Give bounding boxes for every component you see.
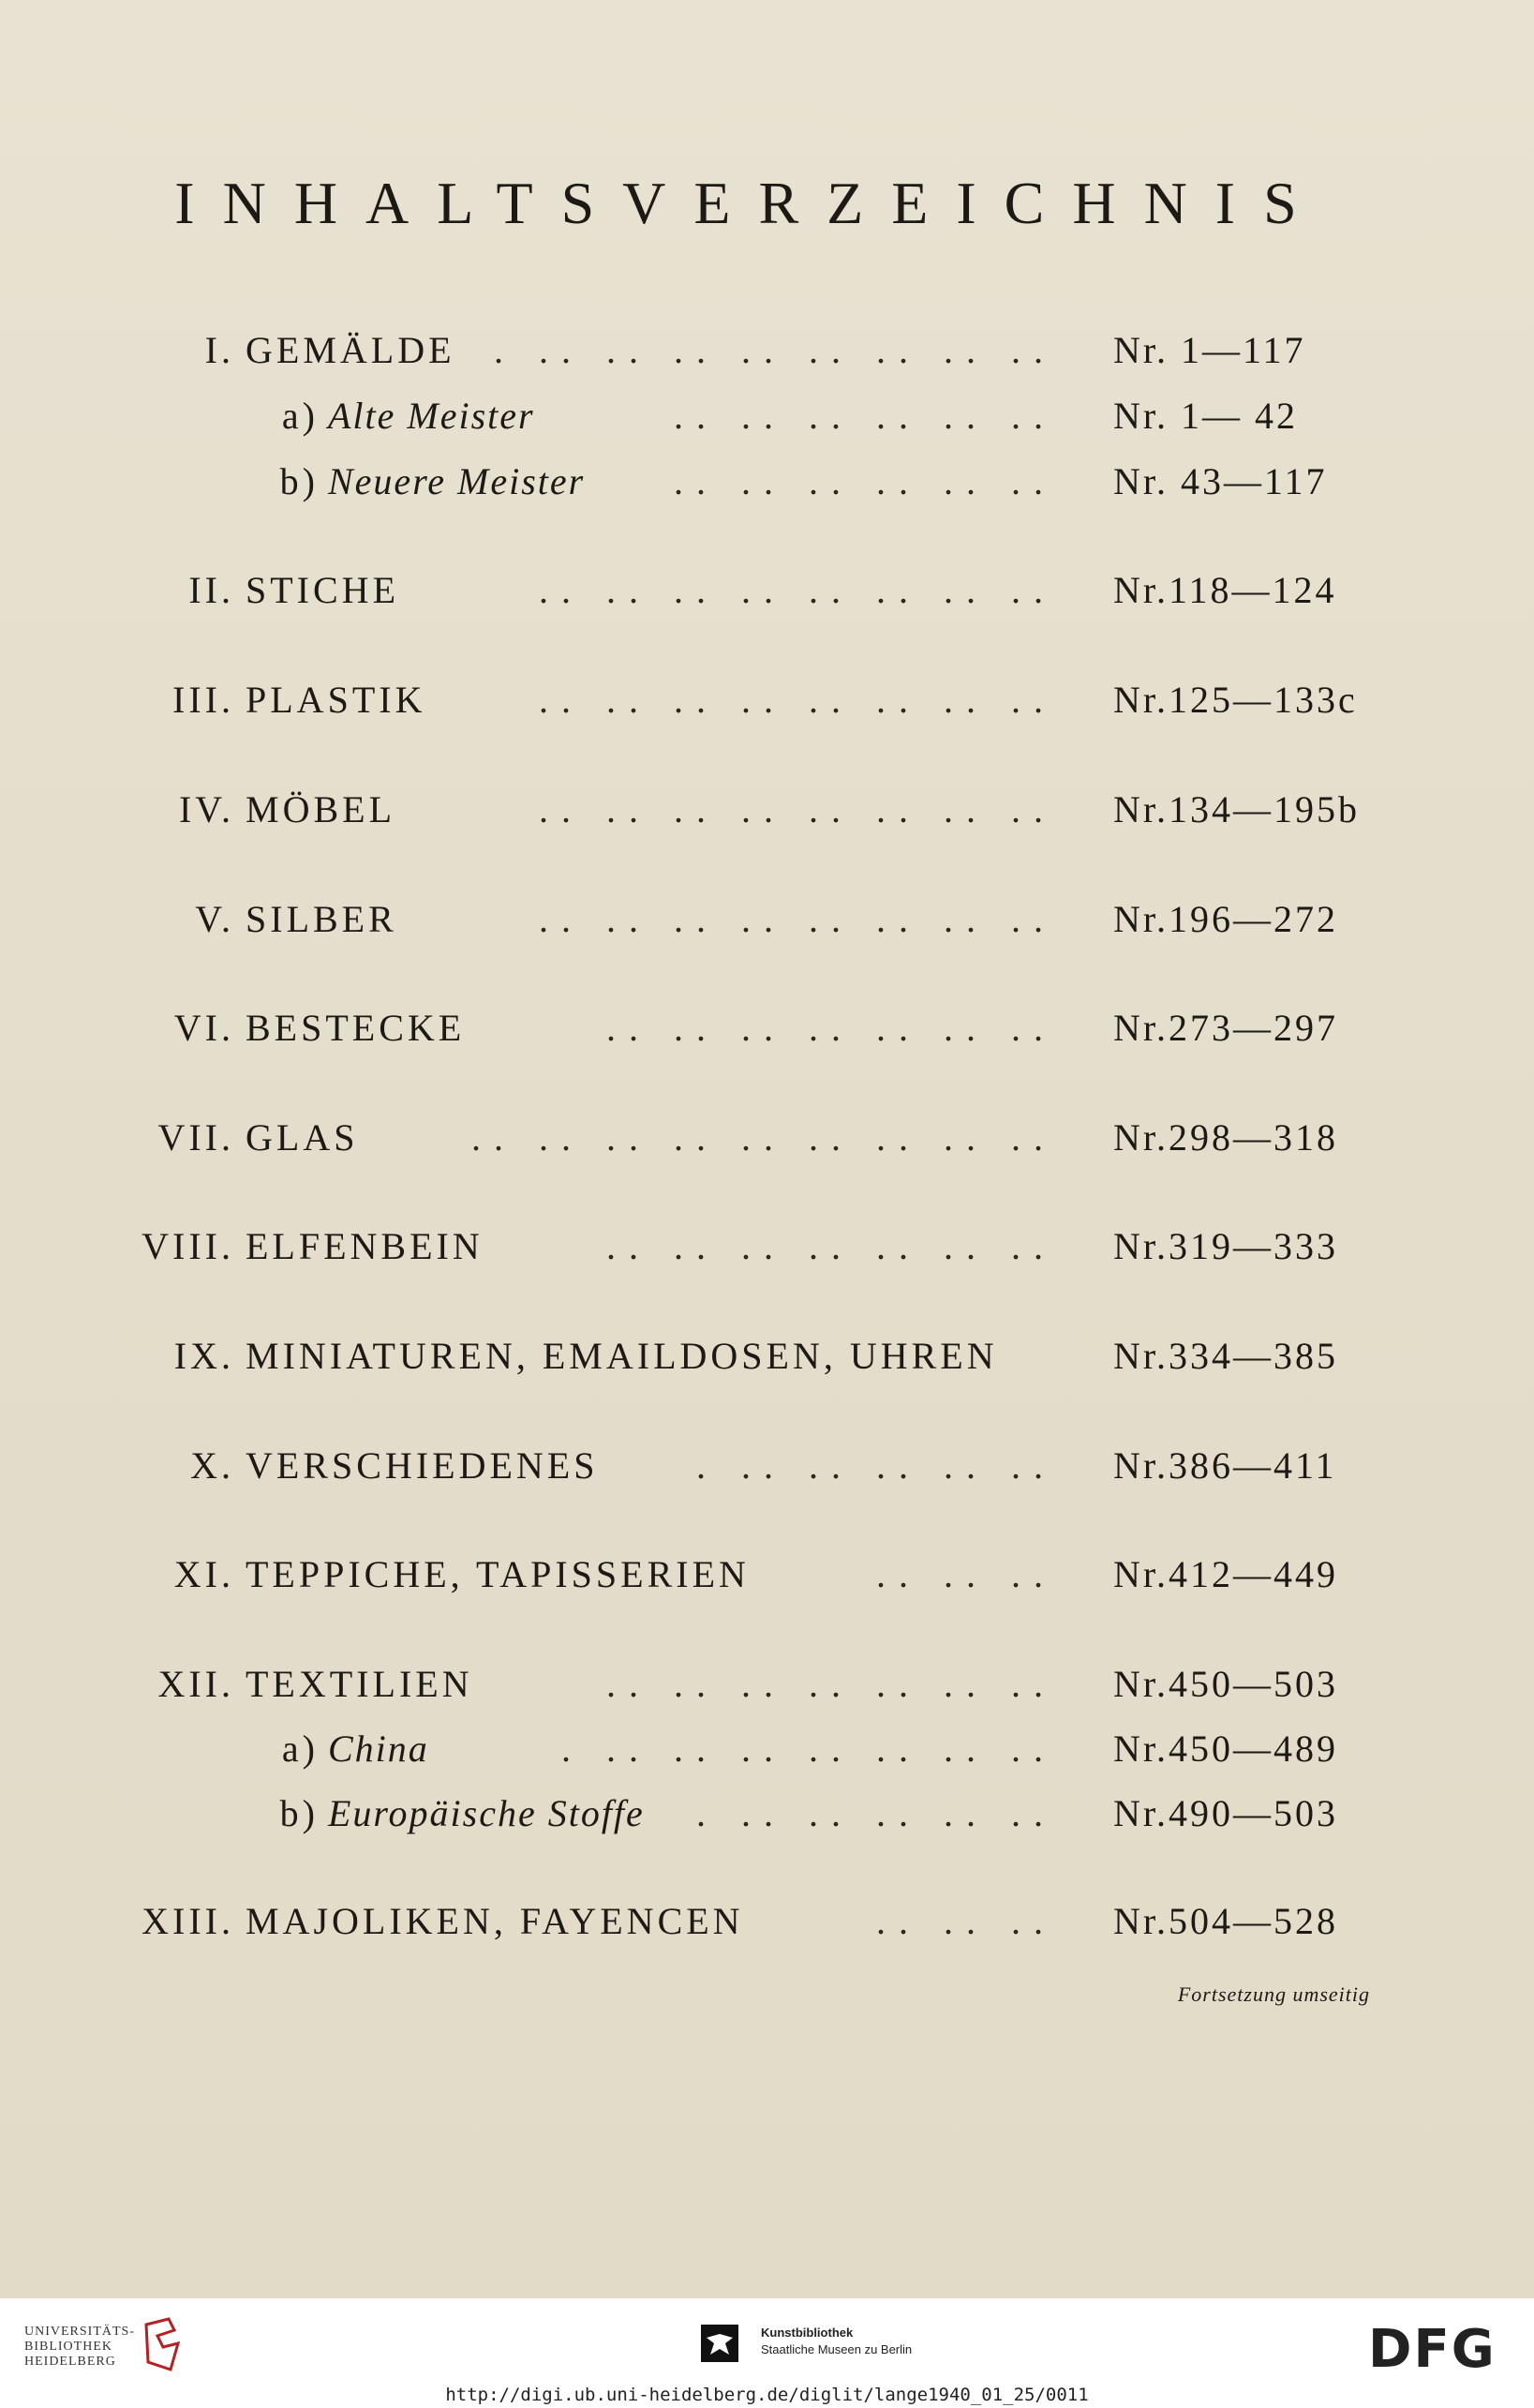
toc-entry-10 bbox=[0, 1443, 1534, 1500]
entry-leader-dots: .. .. .. .. .. .. .. bbox=[606, 1007, 1056, 1049]
entry-number: II. bbox=[188, 569, 234, 611]
entry-range: Nr.319—333 bbox=[1113, 1225, 1338, 1267]
toc-entry-6 bbox=[0, 1006, 1534, 1062]
subentry-label: Europäische Stoffe bbox=[328, 1792, 645, 1834]
entry-range: Nr.450—503 bbox=[1113, 1663, 1338, 1705]
entry-range: Nr.273—297 bbox=[1113, 1007, 1338, 1049]
toc-subentry-12b bbox=[0, 1791, 1534, 1847]
toc-entry-7 bbox=[0, 1115, 1534, 1172]
entry-leader-dots: .. .. .. .. .. .. .. .. .. bbox=[471, 1116, 1056, 1159]
entry-number: XIII. bbox=[141, 1900, 234, 1942]
entry-range: Nr.118—124 bbox=[1113, 569, 1337, 611]
entry-label: GEMÄLDE bbox=[246, 329, 455, 371]
entry-label: PLASTIK bbox=[246, 679, 426, 721]
entry-label: BESTECKE bbox=[246, 1007, 466, 1049]
subentry-label: Neuere Meister bbox=[328, 460, 586, 502]
entry-label: ELFENBEIN bbox=[246, 1225, 484, 1267]
entry-label: TEXTILIEN bbox=[246, 1663, 473, 1705]
entry-leader-dots: .. .. .. .. .. .. .. bbox=[606, 1225, 1056, 1267]
subentry-number: a) bbox=[281, 395, 319, 437]
toc-entry-9 bbox=[0, 1334, 1534, 1390]
kunstbibliothek-logo[interactable] bbox=[761, 2325, 912, 2358]
entry-range: Nr. 1—117 bbox=[1113, 329, 1306, 371]
entry-number: X. bbox=[190, 1444, 234, 1487]
subentry-range: Nr.450—489 bbox=[1113, 1727, 1338, 1770]
university-library-logo[interactable] bbox=[24, 2325, 135, 2370]
entry-number: V. bbox=[195, 898, 234, 940]
entry-number: VI. bbox=[173, 1007, 234, 1049]
toc-entry-1 bbox=[0, 328, 1534, 384]
subentry-range: Nr. 1— 42 bbox=[1113, 395, 1298, 437]
entry-leader-dots: .. .. .. bbox=[876, 1900, 1056, 1942]
entry-number: IV. bbox=[178, 788, 234, 830]
entry-leader-dots: . .. .. .. .. .. bbox=[696, 1444, 1056, 1487]
entry-leader-dots: .. .. .. bbox=[876, 1553, 1056, 1595]
kunstbibliothek-subtitle: Staatliche Museen zu Berlin bbox=[761, 2342, 913, 2356]
kunstbibliothek-title: Kunstbibliothek bbox=[761, 2326, 854, 2340]
toc-entry-4 bbox=[0, 787, 1534, 844]
subentry-label: Alte Meister bbox=[328, 395, 535, 437]
subentry-number: b) bbox=[279, 1792, 319, 1834]
entry-range: Nr.412—449 bbox=[1113, 1553, 1338, 1595]
entry-label: STICHE bbox=[246, 569, 399, 611]
entry-number: I. bbox=[204, 329, 234, 371]
toc-subentry-1a bbox=[0, 394, 1534, 450]
entry-number: VII. bbox=[157, 1116, 234, 1159]
kunstbibliothek-eagle-icon bbox=[701, 2325, 738, 2362]
entry-label: GLAS bbox=[246, 1116, 359, 1159]
page-title: INHALTSVERZEICHNIS bbox=[174, 170, 1325, 236]
toc-entry-12 bbox=[0, 1662, 1534, 1718]
entry-label: MINIATUREN, EMAILDOSEN, UHREN bbox=[246, 1335, 998, 1377]
entry-leader-dots: . .. .. .. .. .. .. .. .. bbox=[494, 329, 1056, 371]
entry-leader-dots: .. .. .. .. .. .. .. .. bbox=[539, 788, 1056, 830]
entry-range: Nr.125—133c bbox=[1113, 679, 1358, 721]
entry-range: Nr.504—528 bbox=[1113, 1900, 1338, 1942]
entry-label: SILBER bbox=[246, 898, 397, 940]
toc-entry-5 bbox=[0, 897, 1534, 953]
subentry-number: a) bbox=[281, 1727, 319, 1770]
entry-number: IX. bbox=[173, 1335, 234, 1377]
entry-leader-dots: .. .. .. .. .. .. .. bbox=[606, 1663, 1056, 1705]
toc-entry-11 bbox=[0, 1552, 1534, 1608]
continuation-note: Fortsetzung umseitig bbox=[1177, 1982, 1370, 2006]
entry-number: III. bbox=[172, 679, 234, 721]
subentry-range: Nr. 43—117 bbox=[1113, 460, 1328, 502]
subentry-range: Nr.490—503 bbox=[1113, 1792, 1338, 1834]
entry-number: XI. bbox=[173, 1553, 234, 1595]
page-url[interactable]: http://digi.ub.uni-heidelberg.de/diglit/lange1940_01_25/0011 bbox=[445, 2385, 1089, 2405]
subentry-leader-dots: .. .. .. .. .. .. bbox=[674, 460, 1056, 502]
dfg-logo[interactable]: DFG bbox=[1368, 2319, 1497, 2380]
subentry-label: China bbox=[328, 1727, 429, 1770]
entry-leader-dots: .. .. .. .. .. .. .. .. bbox=[539, 569, 1056, 611]
entry-leader-dots: .. .. .. .. .. .. .. .. bbox=[539, 679, 1056, 721]
toc-entry-3 bbox=[0, 678, 1534, 734]
toc-entry-2 bbox=[0, 568, 1534, 624]
subentry-leader-dots: . .. .. .. .. .. bbox=[696, 1792, 1056, 1834]
subentry-leader-dots: . .. .. .. .. .. .. .. bbox=[561, 1727, 1056, 1770]
entry-range: Nr.334—385 bbox=[1113, 1335, 1338, 1377]
logo-line: BIBLIOTHEK bbox=[24, 2340, 112, 2354]
entry-range: Nr.196—272 bbox=[1113, 898, 1338, 940]
logo-line: UNIVERSITÄTS- bbox=[24, 2325, 135, 2339]
toc-subentry-12a bbox=[0, 1727, 1534, 1783]
toc-entry-13 bbox=[0, 1899, 1534, 1955]
entry-number: VIII. bbox=[141, 1225, 234, 1267]
entry-label: VERSCHIEDENES bbox=[246, 1444, 599, 1487]
logo-line: HEIDELBERG bbox=[24, 2355, 116, 2369]
entry-leader-dots: .. .. .. .. .. .. .. .. bbox=[539, 898, 1056, 940]
toc-entry-8 bbox=[0, 1224, 1534, 1280]
university-emblem-icon bbox=[141, 2317, 184, 2373]
viewer-footer bbox=[0, 2298, 1534, 2408]
entry-label: MÖBEL bbox=[246, 788, 395, 830]
entry-range: Nr.134—195b bbox=[1113, 788, 1360, 830]
entry-range: Nr.386—411 bbox=[1113, 1444, 1337, 1487]
subentry-number: b) bbox=[279, 460, 319, 502]
entry-number: XII. bbox=[157, 1663, 234, 1705]
entry-label: TEPPICHE, TAPISSERIEN bbox=[246, 1553, 750, 1595]
entry-range: Nr.298—318 bbox=[1113, 1116, 1338, 1159]
entry-label: MAJOLIKEN, FAYENCEN bbox=[246, 1900, 744, 1942]
toc-subentry-1b bbox=[0, 459, 1534, 516]
subentry-leader-dots: .. .. .. .. .. .. bbox=[674, 395, 1056, 437]
